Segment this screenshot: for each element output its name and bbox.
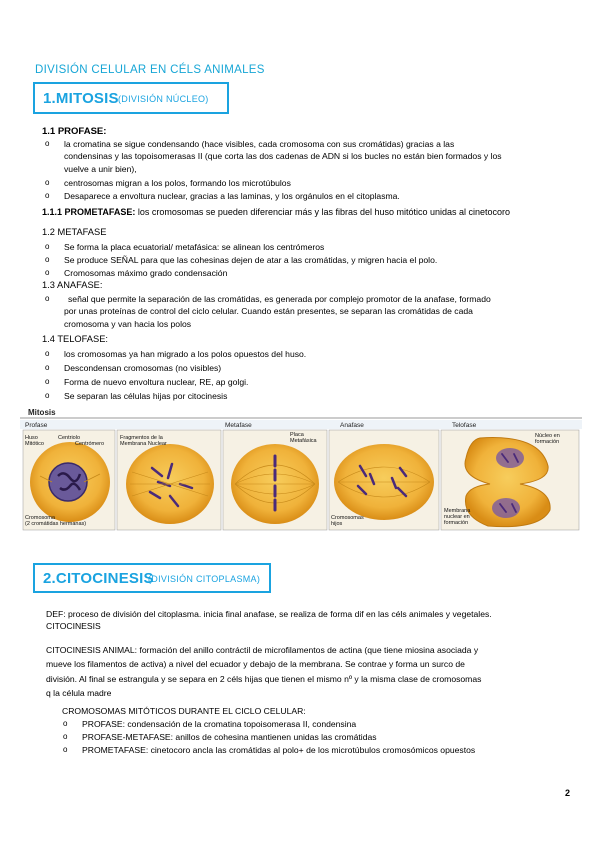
- bullet-icon: o: [45, 363, 50, 372]
- text-line: CITOCINESIS: [46, 621, 101, 632]
- text-line: Forma de nuevo envoltura nuclear, RE, ap golgi.: [64, 377, 249, 387]
- text-line: cromosoma y van hacia los polos: [64, 318, 192, 329]
- bullet-icon: o: [45, 139, 50, 148]
- text-line: PROMETAFASE: cinetocoro ancla las cromátidas al polo+ de los microtúbulos cromosómicos opuestos: [82, 745, 476, 755]
- anafase-heading: 1.3 ANAFASE:: [42, 280, 103, 290]
- text-line: señal que permite la separación de las cromátidas, es generada por complejo promotor de la anafase, formado: [68, 294, 491, 304]
- list-item: [45, 241, 594, 253]
- bullet-icon: o: [45, 349, 50, 358]
- bullet-icon: o: [45, 294, 50, 303]
- bullet-icon: o: [45, 178, 50, 187]
- annotation: Fragmentos de la: [120, 435, 163, 441]
- bullet-icon: o: [45, 377, 50, 386]
- text-line: Se produce SEÑAL para que las cohesinas dejen de atar a las cromátidas, y migren hacia el polo.: [64, 255, 438, 265]
- list-item: [63, 731, 592, 743]
- list-item: [45, 267, 594, 279]
- phase-label: Telofase: [452, 422, 477, 429]
- annotation: formación: [535, 439, 560, 445]
- telofase-heading: 1.4 TELOFASE:: [42, 334, 108, 344]
- list-item: [45, 254, 594, 266]
- anafase-panel: [329, 430, 439, 530]
- text-line: por unas proteínas de control del ciclo celular. Cuando están presentes, se separan las cromátidas de cada: [64, 306, 473, 317]
- bullet-icon: o: [45, 255, 50, 264]
- cromosomas-heading: CROMOSOMAS MITÓTICOS DURANTE EL CICLO CELULAR:: [62, 706, 306, 716]
- bullet-icon: o: [63, 732, 68, 741]
- text-line: Cromosomas máximo grado condensación: [64, 268, 228, 278]
- profase-heading: 1.1 PROFASE:: [42, 126, 107, 137]
- annotation: nuclear en: [444, 514, 470, 520]
- citocinesis-animal-paragraph: [46, 644, 586, 699]
- text-line: los cromosomas ya han migrado a los polos opuestos del huso.: [64, 349, 307, 359]
- telofase-panel: [441, 430, 579, 530]
- section-subtitle: (DIVISIÓN CITOPLASMA): [148, 574, 261, 584]
- profase-panel: [23, 430, 115, 530]
- top-title: DIVISIÓN CELULAR EN CÉLS ANIMALES: [35, 64, 265, 76]
- list-item: [45, 293, 594, 330]
- text-line: mueve los filamentos de activa) a nivel del ecuador y debajo de la membrana. Se contrae y forma un surco de: [46, 659, 465, 670]
- annotation: Centriolo: [58, 435, 81, 441]
- list-item: [45, 190, 594, 202]
- metafase-heading: 1.2 METAFASE: [42, 227, 107, 237]
- annotation: Cromosomas: [331, 515, 364, 521]
- text-line: división. Al final se estrangula y se separa en 2 céls hijas que tienen el mismo nº y la misma clase de cromosomas: [46, 673, 482, 684]
- annotation: Metafásica: [290, 438, 317, 444]
- annotation: Cromosoma: [25, 515, 55, 521]
- text-line: PROFASE: condensación de la cromatina topoisomerasa II, condensina: [82, 719, 357, 729]
- list-item: [45, 362, 594, 374]
- metafase-panel: [223, 430, 327, 530]
- text-line: condensinas y las topoisomerasas II (que corta las dos cadenas de ADN si los bucles no están bien formados y los: [64, 151, 502, 162]
- text-line: PROFASE-METAFASE: anillos de cohesina mantienen unidas las cromátidas: [82, 732, 377, 742]
- list-item: [45, 376, 594, 388]
- annotation: Membrana Nuclear: [120, 441, 167, 447]
- annotation: Mitótico: [25, 441, 44, 447]
- section-mitosis-heading: [33, 82, 229, 114]
- text-line: DEF: proceso de división del citoplasma. inicia final anafase, se realiza de forma dif en las céls animales y vegetales.: [46, 609, 492, 619]
- list-item: [45, 348, 594, 360]
- text-line: Se separan las células hijas por citocinesis: [64, 391, 228, 401]
- annotation: Placa: [290, 432, 304, 438]
- prometafase-heading: 1.1.1 PROMETAFASE:: [42, 207, 136, 217]
- section-title: 2.CITOCINESIS: [43, 570, 154, 587]
- bullet-icon: o: [45, 268, 50, 277]
- text-line: Desaparece a envoltura nuclear, gracias a las laminas, y los orgánulos en el citoplasma.: [64, 191, 400, 201]
- prometafase-text: los cromosomas se pueden diferenciar más y las fibras del huso mitótico unidas al cinetocoro: [137, 207, 511, 217]
- phase-label: Anafase: [340, 422, 364, 429]
- text-line: Se forma la placa ecuatorial/ metafásica: se alinean los centrómeros: [64, 242, 325, 252]
- annotation: Membrana: [444, 508, 471, 514]
- page-number: 2: [564, 788, 570, 798]
- text-line: q la célula madre: [46, 687, 112, 698]
- annotation: (2 cromátidas hermanas): [25, 521, 87, 527]
- list-item: [45, 177, 594, 189]
- text-line: CITOCINESIS ANIMAL: formación del anillo contráctil de microfilamentos de actina (que tiene miosina asociada y: [46, 645, 479, 655]
- annotation: hijos: [331, 521, 343, 527]
- list-item: [63, 718, 592, 730]
- annotation: Centrómero: [75, 441, 105, 447]
- text-line: centrosomas migran a los polos, formando los microtúbulos: [64, 178, 291, 188]
- section-citocinesis-heading: [33, 563, 271, 593]
- section-title: 1.MITOSIS: [43, 90, 119, 107]
- text-line: Descondensan cromosomas (no visibles): [64, 363, 222, 373]
- list-item: [45, 390, 594, 402]
- annotation: Huso: [25, 435, 38, 441]
- definition: [46, 608, 586, 633]
- text-line: la cromatina se sigue condensando (hace visibles, cada cromosoma con sus cromátidas) gracias a las: [64, 139, 455, 149]
- prometafase-line: [42, 207, 510, 217]
- phase-label: Metafase: [225, 422, 252, 429]
- figure-title: Mitosis: [28, 408, 56, 417]
- bullet-icon: o: [45, 242, 50, 251]
- bullet-icon: o: [45, 391, 50, 400]
- text-line: vuelve a unir bien),: [64, 163, 137, 174]
- section-subtitle: (DIVISIÓN NÚCLEO): [118, 94, 209, 104]
- list-item: [45, 138, 594, 175]
- bullet-icon: o: [63, 745, 68, 754]
- bullet-icon: o: [45, 191, 50, 200]
- list-item: [63, 744, 592, 756]
- annotation: formación: [444, 520, 469, 526]
- phase-label: Profase: [25, 422, 48, 429]
- prometafase-panel: [117, 430, 221, 530]
- bullet-icon: o: [63, 719, 68, 728]
- mitosis-illustration: [20, 406, 582, 532]
- annotation: Núcleo en: [535, 433, 560, 439]
